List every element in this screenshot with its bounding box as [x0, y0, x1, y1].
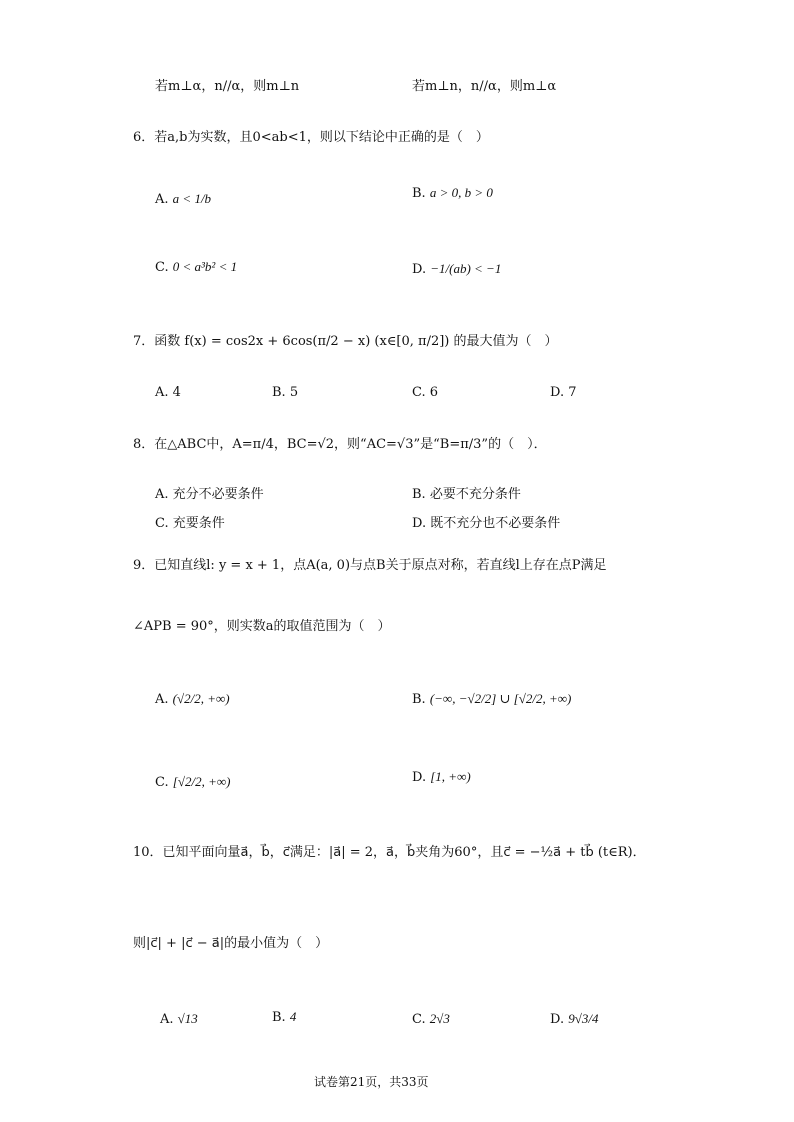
option-letter: D.	[412, 262, 427, 277]
option-math: √13	[177, 1011, 198, 1026]
option-letter: C.	[412, 1012, 426, 1027]
option-letter: C.	[155, 516, 169, 531]
option-letter: A.	[160, 1012, 174, 1027]
q6-stem: 6．若a,b为实数，且0<ab<1，则以下结论中正确的是（ ）	[133, 130, 489, 145]
q5-option-c	[155, 80, 299, 93]
option-letter: D.	[550, 385, 565, 400]
option-math: (−∞, −√2/2] ∪ [√2/2, +∞)	[429, 691, 572, 706]
q8-option-a	[155, 488, 264, 501]
option-value: 4	[172, 385, 181, 400]
option-letter: A.	[155, 487, 169, 502]
option-letter: B.	[412, 186, 426, 201]
option-letter: B.	[272, 1010, 286, 1025]
q10-stem-line2: 则|c⃗| + |c⃗ − a⃗|的最小值为（ ）	[133, 936, 329, 951]
option-math: (√2/2, +∞)	[172, 691, 230, 706]
option-math: 0 < a³b² < 1	[172, 259, 238, 274]
q7-option-d	[550, 386, 577, 399]
q10-stem-line1: 10．已知平面向量a⃗，b⃗，c⃗满足：|a⃗| = 2，a⃗，b⃗夹角为60°，且c⃗ = −½a⃗ + tb⃗ (t∈R)．	[133, 845, 646, 860]
q10-option-b	[272, 1010, 296, 1024]
q8-option-b	[412, 488, 521, 501]
option-letter: C.	[412, 385, 426, 400]
q6-option-c	[155, 260, 237, 274]
q8-option-c	[155, 517, 225, 530]
option-letter: C.	[155, 260, 169, 275]
q9-option-d	[412, 770, 471, 784]
option-letter: A.	[155, 385, 169, 400]
q6-option-a	[155, 192, 211, 206]
q9-stem-line2: ∠APB = 90°，则实数a的取值范围为（ ）	[133, 619, 391, 634]
option-letter: A.	[155, 192, 169, 207]
option-letter: A.	[155, 692, 169, 707]
q10-option-c	[412, 1012, 450, 1026]
option-math: a < 1/b	[172, 191, 212, 206]
option-text: 充要条件	[172, 516, 225, 531]
q9-stem-line1: 9．已知直线l: y = x + 1，点A(a, 0)与点B关于原点对称，若直线l上存在点P满足	[133, 558, 607, 573]
q5-option-d	[412, 80, 556, 93]
q6-option-d	[412, 262, 501, 276]
option-letter: C.	[155, 775, 169, 790]
q9-option-a	[155, 692, 230, 706]
option-math: 9√3/4	[568, 1011, 599, 1026]
option-letter: D.	[550, 1012, 565, 1027]
q6-option-b	[412, 186, 493, 200]
option-math: [1, +∞)	[430, 769, 471, 784]
option-value: 6	[429, 385, 439, 400]
q8-stem: 8．在△ABC中，A=π/4，BC=√2，则“AC=√3”是“B=π/3”的（ ）．	[133, 437, 547, 452]
q7-option-c	[412, 386, 438, 399]
option-letter: D.	[412, 770, 427, 785]
option-letter: D.	[412, 516, 427, 531]
option-math: a > 0, b > 0	[429, 185, 493, 200]
option-letter: B.	[412, 692, 426, 707]
q7-stem: 7．函数 f(x) = cos2x + 6cos(π/2 − x) (x∈[0, π/2]) 的最大值为（ ）	[133, 334, 558, 349]
option-letter: B.	[412, 487, 426, 502]
q9-option-c	[155, 775, 230, 789]
option-math: −1/(ab) < −1	[430, 261, 502, 276]
option-text: 既不充分也不必要条件	[430, 516, 561, 531]
option-letter: B.	[272, 385, 286, 400]
q8-option-d	[412, 517, 560, 530]
q7-option-a	[155, 386, 181, 399]
option-math: 2√3	[429, 1011, 450, 1026]
option-text: 充分不必要条件	[172, 487, 264, 502]
q10-option-a	[160, 1012, 198, 1026]
option-text: 必要不充分条件	[429, 487, 521, 502]
q9-option-b	[412, 692, 571, 706]
option-value: 7	[568, 385, 577, 400]
q10-option-d	[550, 1012, 598, 1026]
option-text: 若m⊥n，n//α，则m⊥α	[412, 79, 557, 94]
page-footer: 试卷第21页，共33页	[314, 1075, 429, 1089]
q7-option-b	[272, 386, 298, 399]
option-math: 4	[289, 1009, 297, 1024]
option-value: 5	[289, 385, 299, 400]
option-math: [√2/2, +∞)	[172, 774, 231, 789]
option-text: 若m⊥α，n//α，则m⊥n	[155, 79, 300, 94]
